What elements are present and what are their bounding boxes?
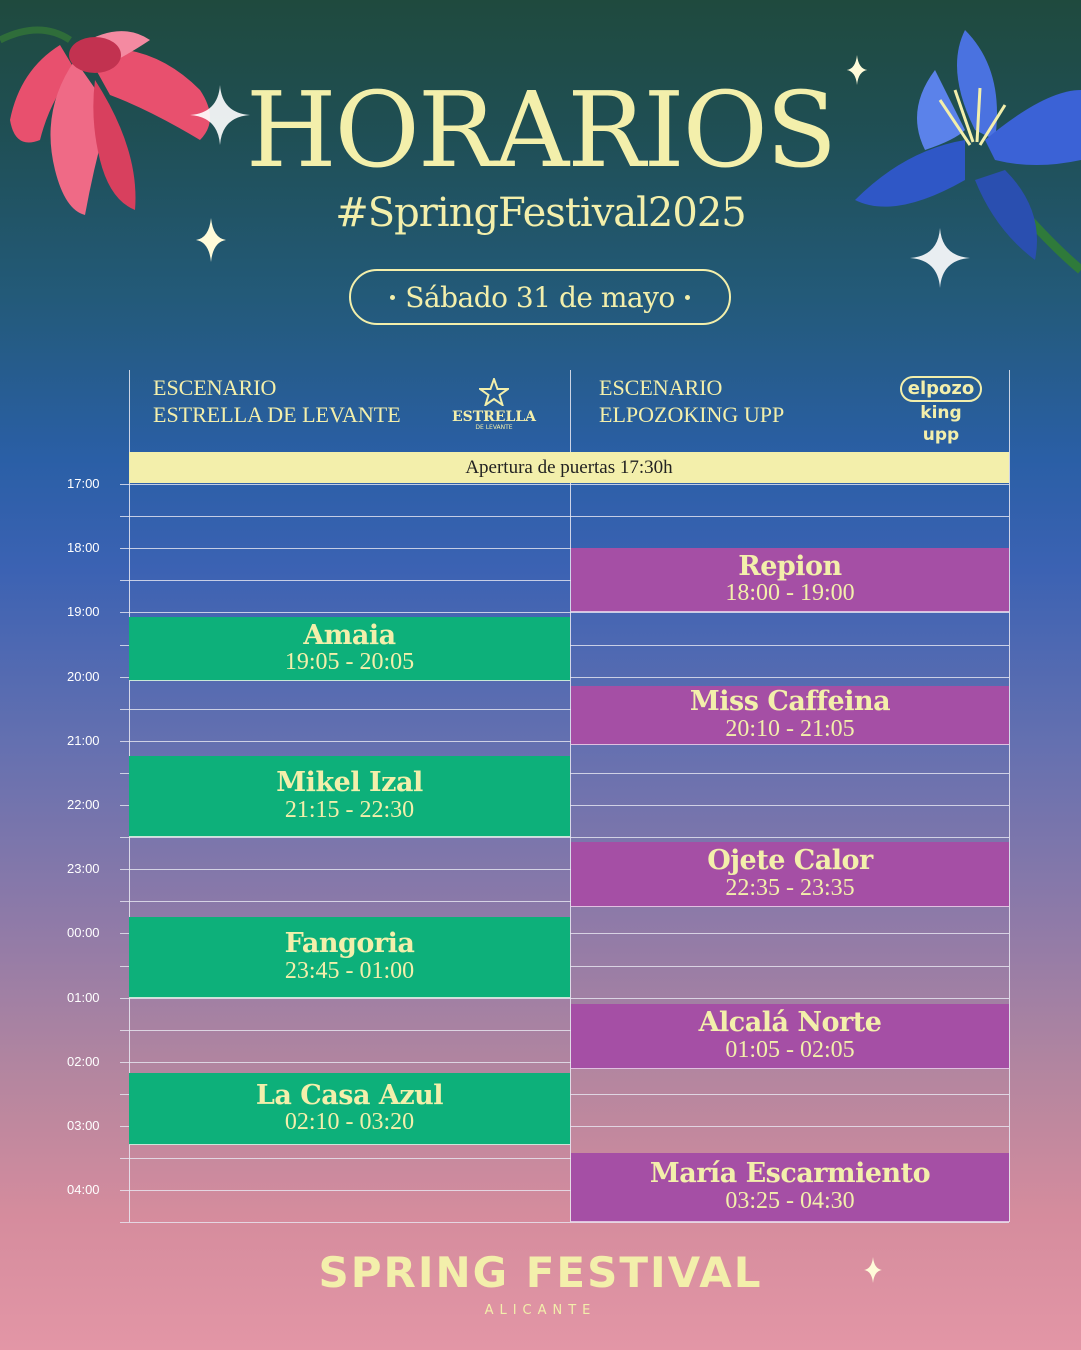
- stage2-header: [599, 374, 784, 428]
- time-label: 01:00: [67, 989, 100, 1005]
- hashtag: #SpringFestival2025: [335, 190, 746, 236]
- set-hours: 19:05 - 20:05: [284, 649, 415, 676]
- slot-repion: [571, 548, 1009, 612]
- time-label: 18:00: [67, 540, 100, 556]
- dot-icon: [685, 295, 690, 300]
- dot-icon: [390, 295, 395, 300]
- artist-name: La Casa Azul: [255, 1079, 444, 1111]
- stage1-line2: ESTRELLA DE LEVANTE: [153, 402, 401, 427]
- grid-line: [120, 516, 1009, 517]
- sparkle-icon: [910, 228, 970, 288]
- slot-la-casa-azul: [129, 1073, 570, 1145]
- festival-city: ALICANTE: [484, 1303, 597, 1318]
- artist-name: Alcalá Norte: [698, 1007, 882, 1039]
- slot-alcala-norte: [571, 1004, 1009, 1069]
- doors-opening-banner: Apertura de puertas 17:30h: [129, 452, 1009, 483]
- time-label: 23:00: [67, 861, 100, 877]
- set-hours: 01:05 - 02:05: [725, 1036, 855, 1063]
- star-icon: [479, 378, 509, 406]
- grid-line: [120, 612, 1009, 613]
- artist-name: Ojete Calor: [707, 845, 873, 877]
- date-label: Sábado 31 de mayo: [405, 280, 675, 314]
- artist-name: Amaia: [303, 619, 396, 651]
- elpozo-logo-text: elpozo: [900, 376, 982, 402]
- time-label: 21:00: [67, 732, 100, 748]
- grid-right-border: [1009, 370, 1010, 1222]
- time-label: 17:00: [67, 476, 100, 491]
- slot-fangoria: [129, 917, 570, 998]
- grid-line: [120, 837, 1009, 838]
- set-hours: 22:35 - 23:35: [725, 874, 855, 901]
- estrella-logo: [446, 378, 542, 432]
- slot-amaia: [129, 617, 570, 681]
- stage2-line2: ELPOZOKING UPP: [599, 402, 785, 427]
- artist-name: María Escarmiento: [649, 1158, 931, 1190]
- slot-mikel-izal: [129, 756, 570, 837]
- set-hours: 18:00 - 19:00: [725, 580, 855, 607]
- stage1-header: [153, 374, 401, 428]
- stage1-line1: ESCENARIO: [153, 375, 277, 400]
- grid-line: [120, 484, 1009, 485]
- date-pill: [349, 269, 731, 325]
- set-hours: 20:10 - 21:05: [725, 715, 855, 742]
- set-hours: 03:25 - 04:30: [725, 1187, 855, 1214]
- estrella-logo-sub: DE LEVANTE: [475, 424, 513, 431]
- set-hours: 02:10 - 03:20: [284, 1109, 415, 1136]
- grid-line: [120, 1222, 1009, 1223]
- set-hours: 21:15 - 22:30: [284, 796, 415, 823]
- estrella-logo-text: ESTRELLA: [451, 409, 537, 425]
- elpozo-king-logo: [900, 376, 982, 446]
- time-label: 22:00: [67, 797, 100, 812]
- king-upp-logo-text: king upp: [920, 403, 962, 445]
- artist-name: Mikel Izal: [276, 767, 423, 799]
- slot-ojete-calor: [571, 842, 1009, 907]
- artist-name: Repion: [738, 550, 842, 582]
- slot-maria-escarmiento: [571, 1153, 1009, 1222]
- slot-miss-caffeina: [571, 686, 1009, 745]
- time-label: 20:00: [67, 668, 100, 684]
- time-label: 03:00: [67, 1118, 100, 1133]
- time-label: 02:00: [67, 1053, 100, 1069]
- artist-name: Fangoria: [284, 928, 415, 960]
- time-label: 00:00: [67, 925, 100, 941]
- stage2-line1: ESCENARIO: [599, 375, 723, 400]
- spring-festival-logo: SPRING FESTIVAL: [318, 1248, 763, 1297]
- set-hours: 23:45 - 01:00: [284, 957, 415, 984]
- artist-name: Miss Caffeina: [689, 686, 891, 718]
- page-title: HORARIOS: [245, 69, 836, 191]
- time-label: 19:00: [67, 604, 100, 620]
- time-label: 04:00: [67, 1182, 100, 1198]
